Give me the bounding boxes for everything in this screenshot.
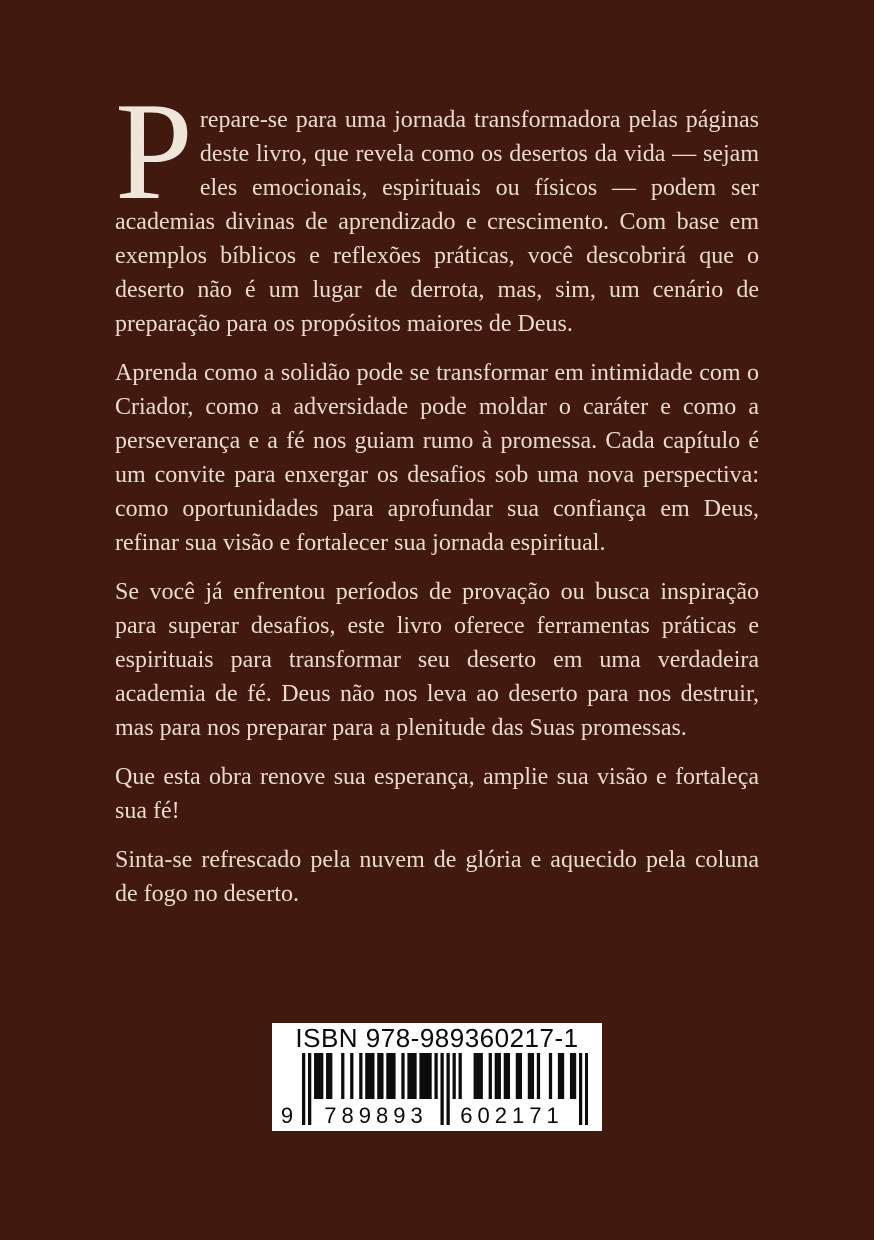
paragraph-text: Aprenda como a solidão pode se transformar em intimidade com o Criador, como a adversidade pode moldar o caráter e como a perseverança e a fé nos guiam rumo à promessa. Cada capítulo é um convite para enxergar os desafios sob uma nova perspectiva: como oportunidades para aprofundar sua confiança em Deus, refinar sua visão e fortalecer sua jornada espiritual. <box>115 360 759 556</box>
barcode-digits-right-group: 602171 <box>460 1103 564 1128</box>
paragraph-text: repare-se para uma jornada transformadora pelas páginas deste livro, que revela como os desertos da vida — sejam eles emocionais, espirituais ou físicos — podem ser academias divinas de aprendizado e crescimento. Com base em exemplos bíblicos e reflexões práticas, você descobrirá que o deserto não é um lugar de derrota, mas, sim, um cenário de preparação para os propósitos maiores de Deus. <box>115 107 759 337</box>
paragraph <box>115 356 759 560</box>
barcode-digit-leading: 9 <box>280 1103 294 1128</box>
paragraph <box>115 575 759 745</box>
drop-cap: P <box>115 74 193 229</box>
paragraph <box>115 843 759 911</box>
barcode-digits-left-group: 789893 <box>324 1103 428 1128</box>
paragraph <box>115 760 759 828</box>
paragraph-text: Sinta-se refrescado pela nuvem de glória e aquecido pela coluna de fogo no deserto. <box>115 847 759 907</box>
isbn-label: ISBN 978-989360217-1 <box>295 1023 579 1053</box>
paragraph-text: Que esta obra renove sua esperança, amplie sua visão e fortaleça sua fé! <box>115 764 759 824</box>
isbn-barcode-panel <box>272 1023 602 1131</box>
back-cover-text-block <box>115 74 759 926</box>
paragraph <box>115 74 759 341</box>
paragraph-text: Se você já enfrentou períodos de provação ou busca inspiração para superar desafios, este livro oferece ferramentas práticas e espirituais para transformar seu deserto em uma verdadeira academia de fé. Deus não nos leva ao deserto para nos destruir, mas para nos preparar para a plenitude das Suas promessas. <box>115 579 759 741</box>
